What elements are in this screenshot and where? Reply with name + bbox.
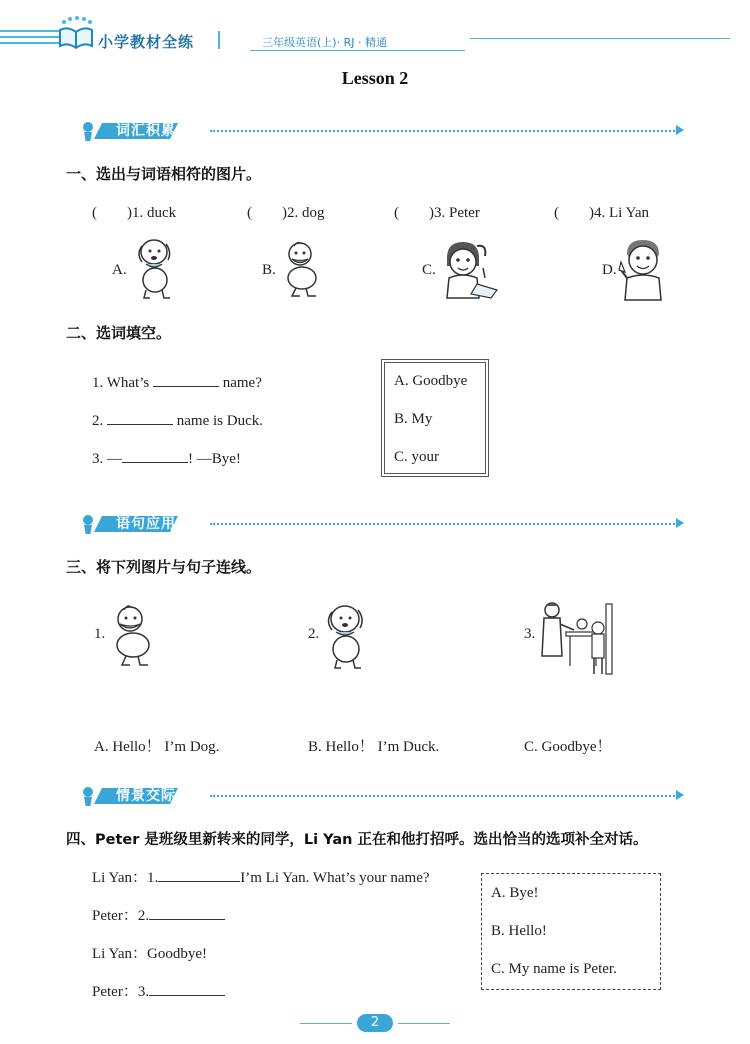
word-option-a: A. Goodbye: [394, 373, 468, 389]
section-bar-scene: [60, 782, 690, 808]
q2-s3-suffix: ! —Bye!: [188, 451, 241, 467]
q3-pic-number-3: 3.: [524, 626, 536, 642]
word-option-c: C. your: [394, 449, 439, 465]
dialog-line-3: Li Yan：Goodbye!: [92, 946, 207, 962]
page-number: 2: [357, 1014, 393, 1032]
q3-sentence-c: C. Goodbye！: [524, 739, 612, 755]
book-logo-icon: [56, 16, 96, 50]
q3-pic-number-2: 2.: [308, 626, 320, 642]
q3-pic-number-1: 1.: [94, 626, 106, 642]
q2-sentence-2: [92, 411, 263, 430]
section-title: 情景交际练: [116, 788, 191, 804]
q3-sentence-a: A. Hello！ I’m Dog.: [94, 739, 220, 755]
section-bar-vocab: [60, 117, 690, 143]
answer-blank[interactable]: [153, 373, 219, 387]
dialog-line-1-text: I’m Li Yan. What’s your name?: [240, 870, 430, 886]
brand-name: 小学教材全练: [98, 33, 195, 51]
question-2-heading: 二、选词填空。: [66, 324, 172, 342]
dog-picture-icon: [322, 602, 368, 670]
header-rule: [250, 50, 465, 51]
q2-s1-prefix: 1. What’s: [92, 375, 150, 391]
q1-item-4: ( )4. Li Yan: [554, 205, 650, 221]
arrow-right-icon: [676, 790, 684, 800]
q1-item-1: ( )1. duck: [92, 205, 177, 221]
page-header: [0, 0, 750, 62]
answer-blank[interactable]: [149, 982, 225, 996]
dialog-line-2-prefix: Peter：2.: [92, 908, 150, 924]
header-rule-right: [470, 38, 730, 39]
section-title: 语句应用练: [116, 516, 191, 532]
q1-option-c: C.: [422, 262, 436, 278]
dialog-option-b: B. Hello!: [491, 923, 547, 939]
header-separator: [218, 31, 220, 49]
dotted-line: [210, 795, 678, 797]
question-4-heading: 四、Peter 是班级里新转来的同学，Li Yan 正在和他打招呼。选出恰当的选项补全对话。: [66, 832, 648, 848]
footer-line-right: [398, 1023, 450, 1024]
dialog-line-1-prefix: Li Yan：1.: [92, 870, 159, 886]
dialog-option-a: A. Bye!: [491, 885, 539, 901]
girl-li-yan-picture-icon: [437, 238, 501, 302]
dialog-line-4: [92, 980, 225, 1001]
lesson-title: Lesson 2: [341, 68, 409, 88]
dialog-line-2: [92, 904, 225, 925]
q2-s3-prefix: 3. —: [92, 451, 122, 467]
dialog-line-4-prefix: Peter：3.: [92, 984, 150, 1000]
q1-option-a: A.: [112, 262, 127, 278]
book-subtitle: 三年级英语(上)· RJ · 精通: [262, 36, 387, 49]
q2-sentence-1: [92, 373, 262, 392]
duck-picture-icon: [280, 240, 322, 298]
arrow-right-icon: [676, 125, 684, 135]
q1-option-d: D.: [602, 262, 617, 278]
section-title: 词汇积累练: [116, 123, 191, 139]
dotted-line: [210, 523, 678, 525]
boy-peter-picture-icon: [617, 236, 669, 302]
dog-picture-icon: [132, 236, 176, 300]
answer-blank[interactable]: [158, 868, 240, 882]
section-bar-sentence: [60, 510, 690, 536]
arrow-right-icon: [676, 518, 684, 528]
word-option-b: B. My: [394, 411, 433, 427]
q1-item-3: ( )3. Peter: [394, 205, 480, 221]
q1-option-b: B.: [262, 262, 276, 278]
dialog-option-c: C. My name is Peter.: [491, 961, 617, 977]
question-1-heading: 一、选出与词语相符的图片。: [66, 165, 262, 183]
classroom-scene-picture-icon: [538, 600, 614, 678]
answer-blank[interactable]: [122, 449, 188, 463]
answer-blank[interactable]: [149, 906, 225, 920]
q1-item-2: ( )2. dog: [247, 205, 325, 221]
q2-s2-prefix: 2.: [92, 413, 104, 429]
question-3-heading: 三、将下列图片与句子连线。: [66, 558, 262, 576]
footer-line-left: [300, 1023, 352, 1024]
duck-picture-icon: [108, 603, 156, 667]
q2-s1-suffix: name?: [222, 375, 262, 391]
q2-s2-suffix: name is Duck.: [176, 413, 263, 429]
answer-blank[interactable]: [107, 411, 173, 425]
dotted-line: [210, 130, 678, 132]
q3-sentence-b: B. Hello！ I’m Duck.: [308, 739, 440, 755]
q2-sentence-3: [92, 449, 241, 468]
dialog-line-1: [92, 866, 430, 887]
